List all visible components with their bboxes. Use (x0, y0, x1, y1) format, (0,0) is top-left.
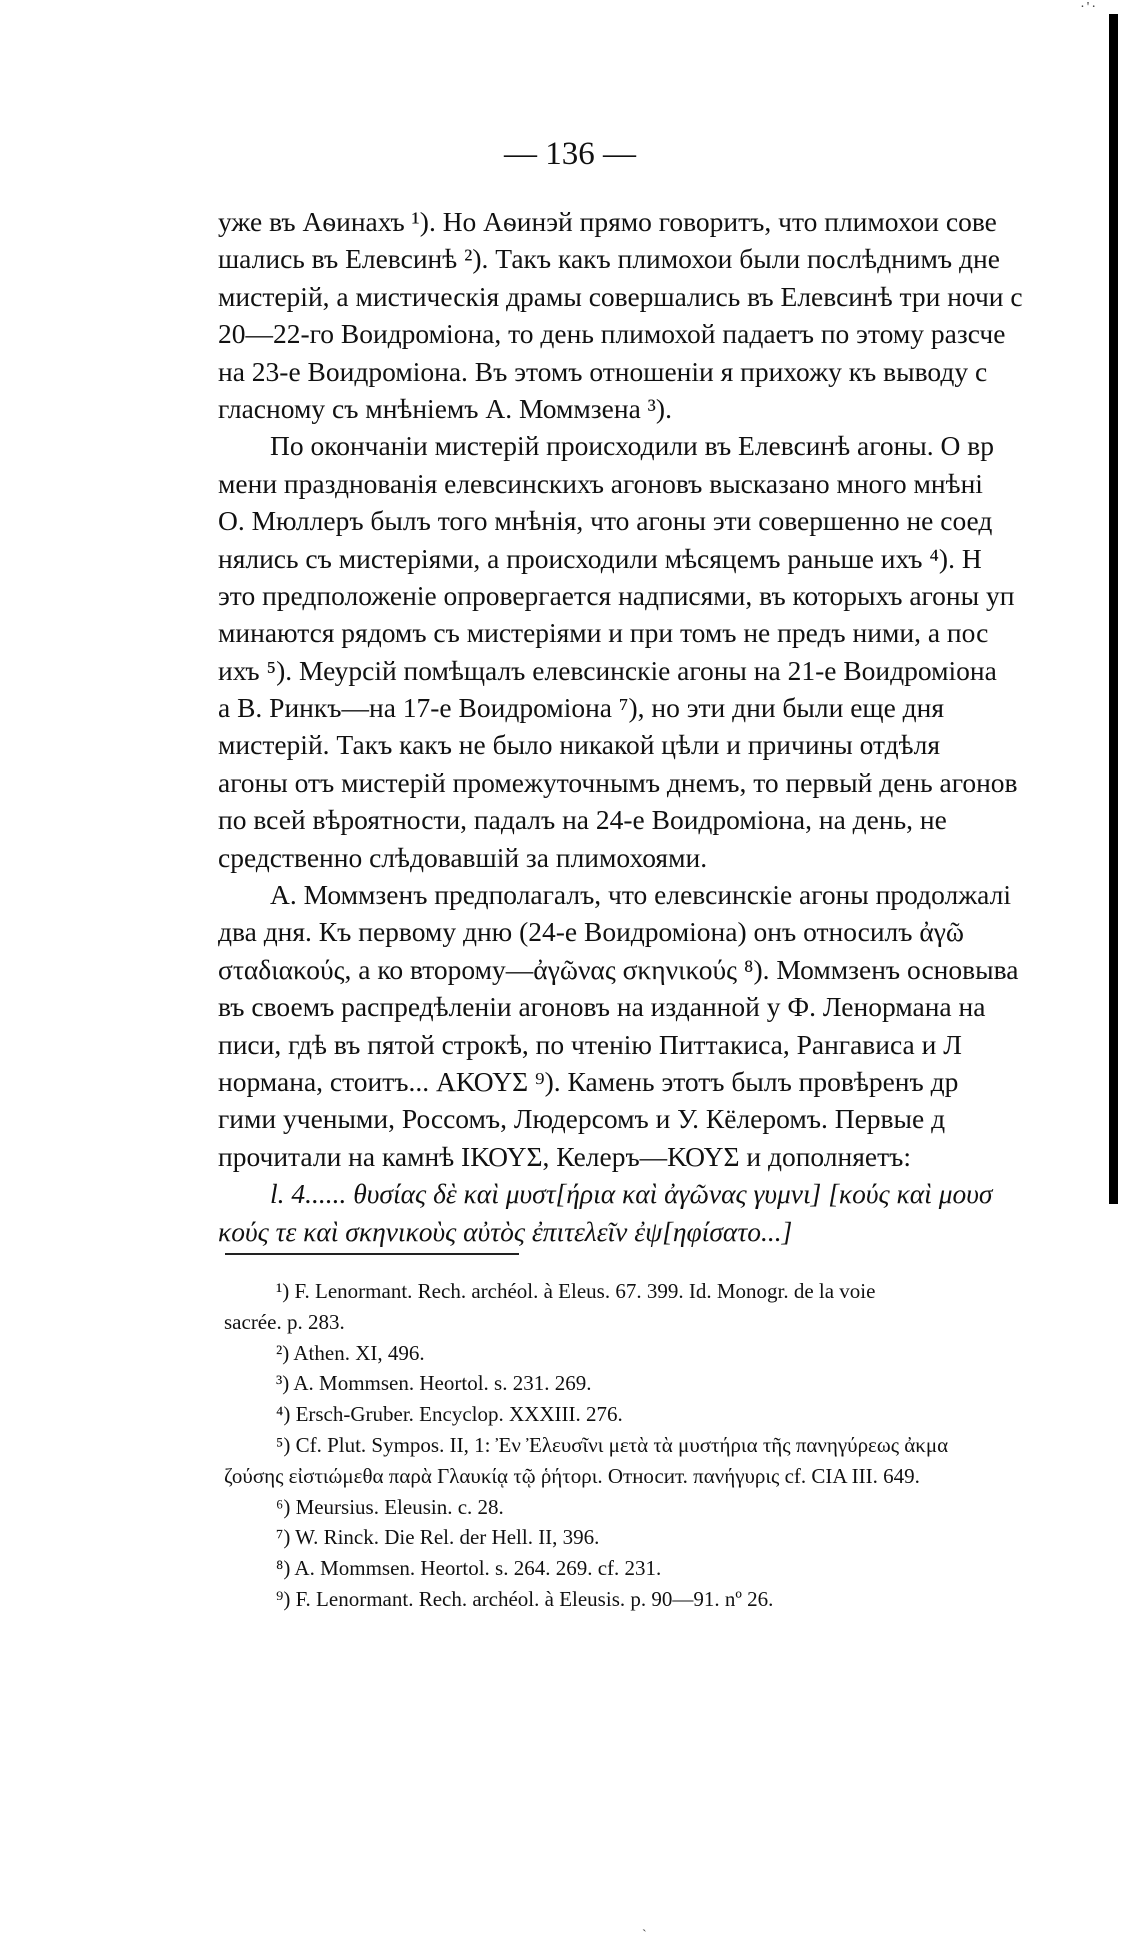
page-number: — 136 — (504, 136, 636, 172)
body-line: минаются рядомъ съ мистеріями и при томъ не предъ ними, а пос (218, 617, 989, 649)
body-line: σταδιακούς, а ко второму—ἀγῶνας σκηνικούς ⁸). Моммзенъ основыва (218, 953, 1019, 985)
body-line: О. Мюллеръ былъ того мнѣнія, что агоны эти совершенно не соед (218, 505, 993, 537)
footnote-7: ⁷) W. Rinck. Die Rel. der Hell. II, 396. (276, 1525, 600, 1550)
body-line: мени празднованія елевсинскихъ агоновъ высказано много мнѣні (218, 467, 983, 499)
body-line: нормана, стоитъ... ΑΚΟΥΣ ⁹). Камень этотъ былъ провѣренъ др (218, 1065, 959, 1097)
footnote-5: ⁵) Cf. Plut. Sympos. II, 1: Ἐν Ἐλευσῖνι μετὰ τὰ μυστήρια τῆς πανηγύρεως ἀκμα (276, 1432, 949, 1457)
body-line: шались въ Елевсинѣ ²). Такъ какъ плимохои были послѣднимъ дне (218, 243, 1000, 275)
body-line: гласному съ мнѣніемъ А. Моммзена ³). (218, 392, 672, 424)
corner-mark: ·'· (1080, 0, 1098, 15)
body-line: нялись съ мистеріями, а происходили мѣсяцемъ раньше ихъ ⁴). Н (218, 542, 982, 574)
inscription-line: l. 4...... θυσίας δὲ καὶ μυστ[ήρια καὶ ἀγῶνας γυμνι] [κούς καὶ μουσ (270, 1178, 993, 1210)
body-line: въ своемъ распредѣленіи агоновъ на изданной у Ф. Ленормана на (218, 991, 986, 1023)
body-line: А. Моммзенъ предполагалъ, что елевсинскіе агоны продолжалі (270, 879, 1011, 911)
body-line: это предположеніе опровергается надписями, въ которыхъ агоны уп (218, 579, 1015, 611)
body-line: по всей вѣроятности, падалъ на 24-е Воидроміона, на день, не (218, 804, 947, 836)
footnote-1-continuation: sacrée. p. 283. (224, 1309, 345, 1334)
footnotes (224, 1276, 1112, 1615)
footnote-4: ⁴) Ersch-Gruber. Encyclop. XXXIII. 276. (276, 1402, 623, 1427)
inscription-line: κούς τε καὶ σκηνικοὺς αὐτὸς ἐπιτελεῖν ἐψ[ηφίσατο...] (218, 1215, 793, 1247)
footnote-2: ²) Athen. XI, 496. (276, 1340, 425, 1365)
body-line: агоны отъ мистерій промежуточнымъ днемъ, то первый день агонов (218, 766, 1018, 798)
body-line: средственно слѣдовавшій за плимохоями. (218, 841, 708, 873)
bottom-mark: ` (642, 1928, 647, 1943)
footnote-9: ⁹) F. Lenormant. Rech. archéol. à Eleusis. p. 90—91. nº 26. (276, 1586, 774, 1611)
body-line: По окончаніи мистерій происходили въ Елевсинѣ агоны. О вр (270, 430, 994, 462)
footnote-separator (225, 1253, 519, 1255)
footnote-8: ⁸) A. Mommsen. Heortol. s. 264. 269. cf. 231. (276, 1556, 662, 1581)
footnote-3: ³) A. Mommsen. Heortol. s. 231. 269. (276, 1371, 592, 1396)
body-line: два дня. Къ первому дню (24-е Воидроміона) онъ относилъ ἀγῶ (218, 916, 965, 948)
body-text (218, 203, 1113, 1250)
body-line: 20—22-го Воидроміона, то день плимохой падаетъ по этому разсче (218, 318, 1006, 350)
body-line: писи, гдѣ въ пятой строкѣ, по чтенію Питтакиса, Рангависа и Л (218, 1028, 962, 1060)
body-line: мистерій. Такъ какъ не было никакой цѣли и причины отдѣля (218, 729, 940, 761)
body-line: гими учеными, Россомъ, Людерсомъ и У. Кёлеромъ. Первые д (218, 1103, 946, 1135)
body-line: прочитали на камнѣ ΙΚΟΥΣ, Келеръ—ΚΟΥΣ и дополняетъ: (218, 1140, 911, 1172)
body-line: а В. Ринкъ—на 17-е Воидроміона ⁷), но эти дни были еще дня (218, 692, 945, 724)
body-line: уже въ Аѳинахъ ¹). Но Аѳинэй прямо говоритъ, что плимохои сове (218, 206, 997, 237)
body-line: на 23-е Воидроміона. Въ этомъ отношеніи я прихожу къ выводу с (218, 355, 988, 387)
footnote-6: ⁶) Meursius. Eleusin. c. 28. (276, 1494, 504, 1519)
body-line: мистерій, а мистическія драмы совершались въ Елевсинѣ три ночи с (218, 280, 1023, 312)
footnote-5-continuation: ζούσης εἰστιώμεθα παρὰ Γλαυκίᾳ τῷ ῥήτορι. Относит. πανήγυρις cf. CIA III. 649. (224, 1463, 920, 1488)
footnote-1: ¹) F. Lenormant. Rech. archéol. à Eleus. 67. 399. Id. Monogr. de la voie (276, 1279, 876, 1303)
body-line: ихъ ⁵). Меурсій помѣщалъ елевсинскіе агоны на 21-е Воидроміона (218, 654, 997, 686)
